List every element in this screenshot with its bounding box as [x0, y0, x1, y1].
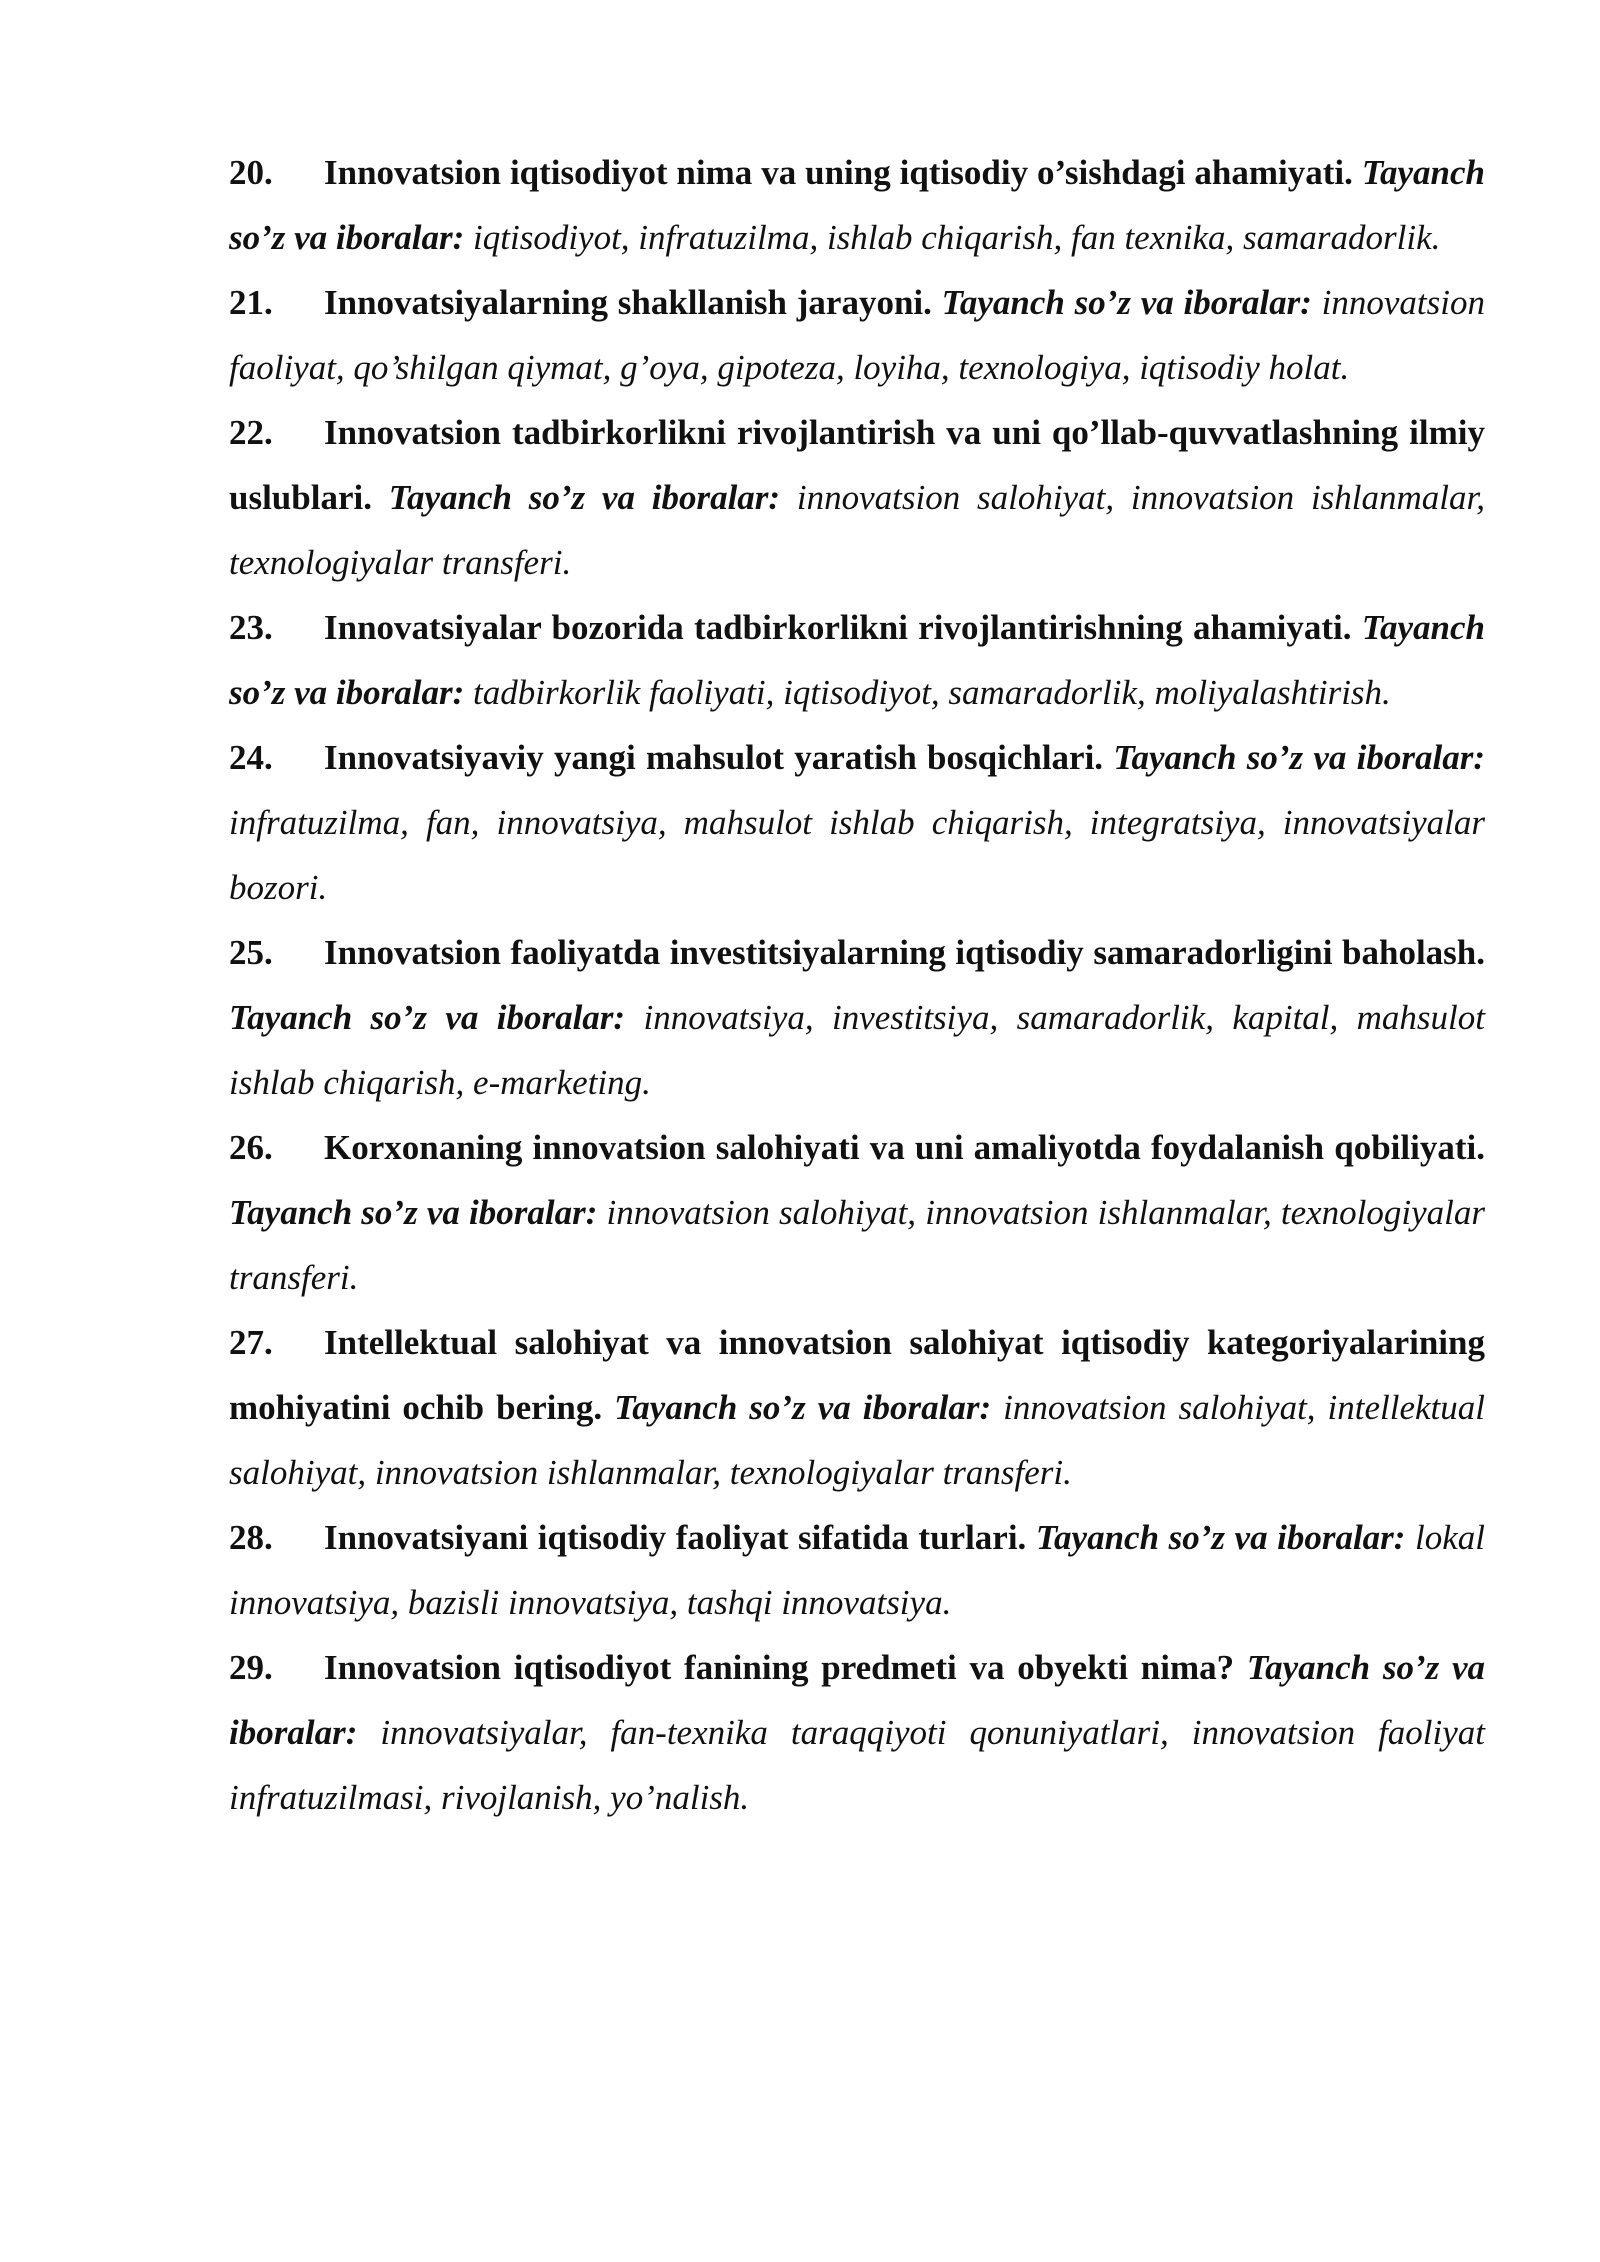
question-title: Innovatsiyalarning shakllanish jarayoni. [324, 283, 932, 322]
question-number: 22. [229, 413, 273, 452]
question-keywords: tadbirkorlik faoliyati, iqtisodiyot, samaradorlik, moliyalashtirish. [473, 673, 1391, 712]
question-number: 23. [229, 608, 273, 647]
keywords-label: Tayanch so’z va iboralar: [229, 1193, 598, 1232]
keywords-label: Tayanch so’z va iboralar: [229, 608, 1486, 712]
question-keywords: innovatsiyalar, fan-texnika taraqqiyoti qonuniyatlari, innovatsion faoliyat infratuzilmasi, rivojlanish, yo’nalish. [229, 1713, 1486, 1817]
question-keywords: innovatsion salohiyat, innovatsion ishlanmalar, texnologiyalar transferi. [229, 478, 1486, 582]
question-number: 25. [229, 933, 273, 972]
question-keywords: innovatsion salohiyat, intellektual salohiyat, innovatsion ishlanmalar, texnologiyalar transferi. [229, 1388, 1486, 1492]
question-number: 21. [229, 283, 273, 322]
question-keywords: infratuzilma, fan, innovatsiya, mahsulot ishlab chiqarish, integratsiya, innovatsiyalar bozori. [229, 803, 1485, 907]
keywords-label: Tayanch so’z va iboralar: [229, 153, 1485, 257]
question-keywords: innovatsiya, investitsiya, samaradorlik, kapital, mahsulot ishlab chiqarish, e-marketing. [229, 998, 1486, 1102]
question-keywords: iqtisodiyot, infratuzilma, ishlab chiqarish, fan texnika, samaradorlik. [473, 218, 1441, 257]
question-number: 24. [229, 738, 273, 777]
keywords-label: Tayanch so’z va iboralar: [1035, 1518, 1406, 1557]
question-keywords: innovatsion faoliyat, qo’shilgan qiymat, g’oya, gipoteza, loyiha, texnologiya, iqtisodiy holat. [229, 283, 1485, 387]
question-title: Korxonaning innovatsion salohiyati va uni amaliyotda foydalanish qobiliyati. [324, 1128, 1485, 1167]
keywords-label: Tayanch so’z va iboralar: [229, 998, 626, 1037]
question-title: Innovatsion faoliyatda investitsiyalarning iqtisodiy samaradorligini baholash. [324, 933, 1485, 972]
question-title: Intellektual salohiyat va innovatsion salohiyat iqtisodiy kategoriyalarining mohiyatini ochib bering. [229, 1323, 1485, 1427]
question-item [229, 400, 1485, 595]
question-item [229, 1115, 1485, 1310]
question-title: Innovatsiyaviy yangi mahsulot yaratish bosqichlari. [324, 738, 1104, 777]
keywords-label: Tayanch so’z va iboralar: [941, 283, 1312, 322]
question-number: 20. [229, 153, 273, 192]
question-item [229, 595, 1485, 725]
question-title: Innovatsion iqtisodiyot nima va uning iqtisodiy o’sishdagi ahamiyati. [324, 153, 1353, 192]
question-item [229, 140, 1485, 270]
question-item [229, 1310, 1485, 1505]
document-page [229, 140, 1485, 1830]
question-item [229, 1635, 1485, 1830]
keywords-label: Tayanch so’z va iboralar: [1113, 738, 1485, 777]
keywords-label: Tayanch so’z va iboralar: [229, 1648, 1485, 1752]
question-title: Innovatsion tadbirkorlikni rivojlantirish va uni qo’llab-quvvatlashning ilmiy uslublari. [229, 413, 1485, 517]
question-number: 28. [229, 1518, 273, 1557]
question-item [229, 920, 1485, 1115]
keywords-label: Tayanch so’z va iboralar: [388, 478, 781, 517]
question-keywords: innovatsion salohiyat, innovatsion ishlanmalar, texnologiyalar transferi. [229, 1193, 1485, 1297]
keywords-label: Tayanch so’z va iboralar: [614, 1388, 992, 1427]
question-title: Innovatsion iqtisodiyot fanining predmeti va obyekti nima? [324, 1648, 1235, 1687]
question-keywords: lokal innovatsiya, bazisli innovatsiya, tashqi innovatsiya. [229, 1518, 1486, 1622]
question-number: 26. [229, 1128, 273, 1167]
question-number: 29. [229, 1648, 273, 1687]
question-item [229, 270, 1485, 400]
question-title: Innovatsiyalar bozorida tadbirkorlikni rivojlantirishning ahamiyati. [324, 608, 1352, 647]
question-number: 27. [229, 1323, 273, 1362]
question-title: Innovatsiyani iqtisodiy faoliyat sifatida turlari. [324, 1518, 1027, 1557]
question-item [229, 725, 1485, 920]
question-item [229, 1505, 1485, 1635]
